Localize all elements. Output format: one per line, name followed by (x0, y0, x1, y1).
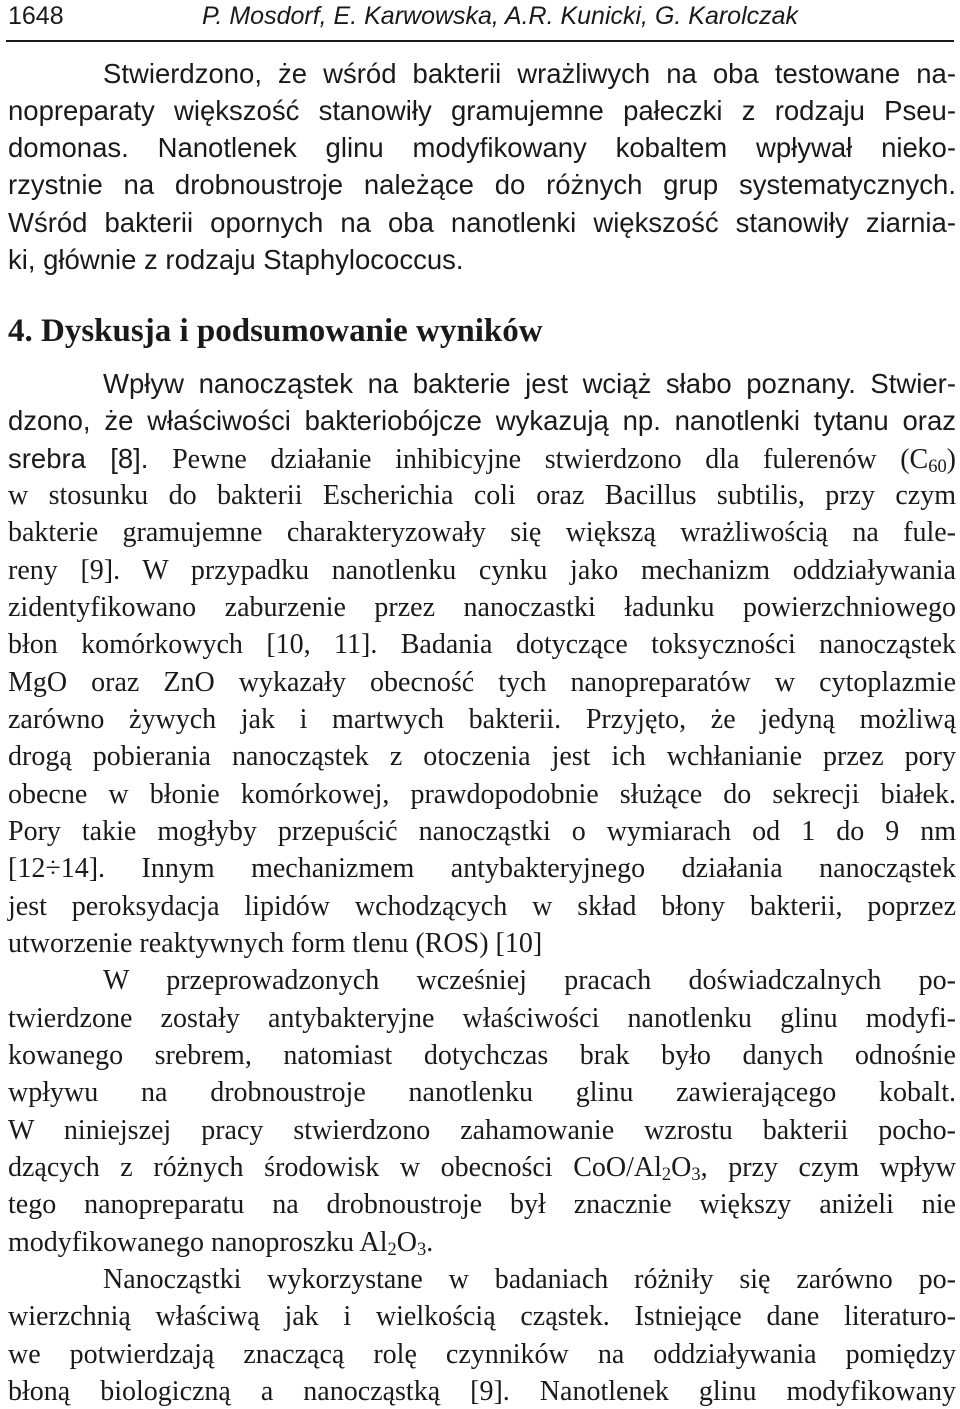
text-line: utworzenie reaktywnych form tlenu (ROS) [10] (8, 928, 543, 959)
text-line: [12÷14]. Innym mechanizmem antybakteryjnego działania nanocząstek (8, 853, 956, 884)
text-line: tego nanopreparatu na drobnoustroje był znacznie większy aniżeli nie (8, 1189, 956, 1220)
subscript: 2 (387, 1239, 397, 1260)
text-line: W niniejszej pracy stwierdzono zahamowanie wzrostu bakterii pocho- (8, 1115, 956, 1146)
text-line: błon komórkowych [10, 11]. Badania dotyczące toksyczności nanocząstek (8, 629, 956, 660)
text-line: drogą pobierania nanocząstek z otoczenia jest ich wchłanianie przez pory (8, 741, 956, 772)
text-fragment: dzących z różnych środowisk w obecności CoO/Al (8, 1152, 662, 1183)
text-line: nopreparaty większość stanowiły gramujemne pałeczki z rodzaju Pseu- (8, 95, 956, 126)
text-fragment: Pewne działanie inhibicyjne stwierdzono dla fulerenów (C (172, 444, 929, 475)
subscript: 3 (691, 1164, 701, 1185)
text-line: wpływu na drobnoustroje nanotlenku glinu zawierającego kobalt. (8, 1077, 956, 1108)
section-heading: 4. Dyskusja i podsumowanie wyników (8, 313, 543, 349)
text-line: MgO oraz ZnO wykazały obecność tych nanopreparatów w cytoplazmie (8, 667, 956, 698)
text-line-mixed (8, 443, 956, 476)
text-line: Stwierdzono, że wśród bakterii wrażliwych na oba testowane na- (103, 58, 956, 89)
text-line: w stosunku do bakterii Escherichia coli oraz Bacillus subtilis, przy czym (8, 480, 956, 511)
running-head-authors: P. Mosdorf, E. Karwowska, A.R. Kunicki, G. Karolczak (202, 2, 799, 30)
text-line: obecne w błonie komórkowej, prawdopodobnie służące do sekrecji białek. (8, 779, 956, 810)
text-line: Nanocząstki wykorzystane w badaniach różniły się zarówno po- (103, 1264, 956, 1295)
text-line: we potwierdzają znaczącą rolę czynników na oddziaływania pomiędzy (8, 1339, 956, 1370)
text-line: W przeprowadzonych wcześniej pracach doświadczalnych po- (103, 965, 956, 996)
text-fragment: O (396, 1227, 417, 1258)
text-line: Wpływ nanocząstek na bakterie jest wciąż słabo poznany. Stwier- (103, 368, 956, 399)
text-line-mixed (8, 1152, 956, 1184)
text-line-mixed (8, 1227, 956, 1259)
text-fragment: , przy czym wpływ (700, 1152, 956, 1183)
text-line: rzystnie na drobnoustroje należące do różnych grup systematycznych. (8, 169, 956, 200)
text-line: Wśród bakterii opornych na oba nanotlenki większość stanowiły ziarnia- (8, 207, 956, 238)
text-fragment: O (671, 1152, 692, 1183)
text-line: bakterie gramujemne charakteryzowały się większą wrażliwością na fule- (8, 517, 956, 548)
page-number: 1648 (8, 2, 64, 30)
text-line: zarówno żywych jak i martwych bakterii. Przyjęto, że jedyną możliwą (8, 704, 956, 735)
text-line: wierzchnią właściwą jak i wielkością cząstek. Istniejące dane literaturo- (8, 1301, 956, 1332)
text-line: twierdzone zostały antybakteryjne właściwości nanotlenku glinu modyfi- (8, 1003, 956, 1034)
text-line: dzono, że właściwości bakteriobójcze wykazują np. nanotlenki tytanu oraz (8, 405, 956, 436)
text-fragment: modyfikowanego nanoproszku Al (8, 1227, 388, 1258)
text-fragment: ) (946, 444, 956, 475)
subscript: 2 (661, 1164, 672, 1185)
text-line: kowanego srebrem, natomiast dotychczas brak było danych odnośnie (8, 1040, 956, 1071)
text-line: Pory takie mogłyby przepuścić nanocząstki o wymiarach od 1 do 9 nm (8, 816, 956, 847)
text-line: ki, głównie z rodzaju Staphylococcus. (8, 244, 464, 275)
text-fragment: . (426, 1227, 434, 1258)
text-line: reny [9]. W przypadku nanotlenku cynku jako mechanizm oddziaływania (8, 555, 956, 586)
text-fragment: srebra [8]. (8, 443, 149, 474)
page-header (6, 0, 954, 42)
text-line: domonas. Nanotlenek glinu modyfikowany kobaltem wpływał nieko- (8, 132, 956, 163)
subscript: 3 (416, 1239, 427, 1260)
text-line: jest peroksydacja lipidów wchodzących w skład błony bakterii, poprzez (8, 891, 956, 922)
text-line: błoną biologiczną a nanocząstką [9]. Nanotlenek glinu modyfikowany (8, 1376, 956, 1407)
text-line: zidentyfikowano zaburzenie przez nanoczastki ładunku powierzchniowego (8, 592, 956, 623)
subscript: 60 (928, 456, 947, 477)
